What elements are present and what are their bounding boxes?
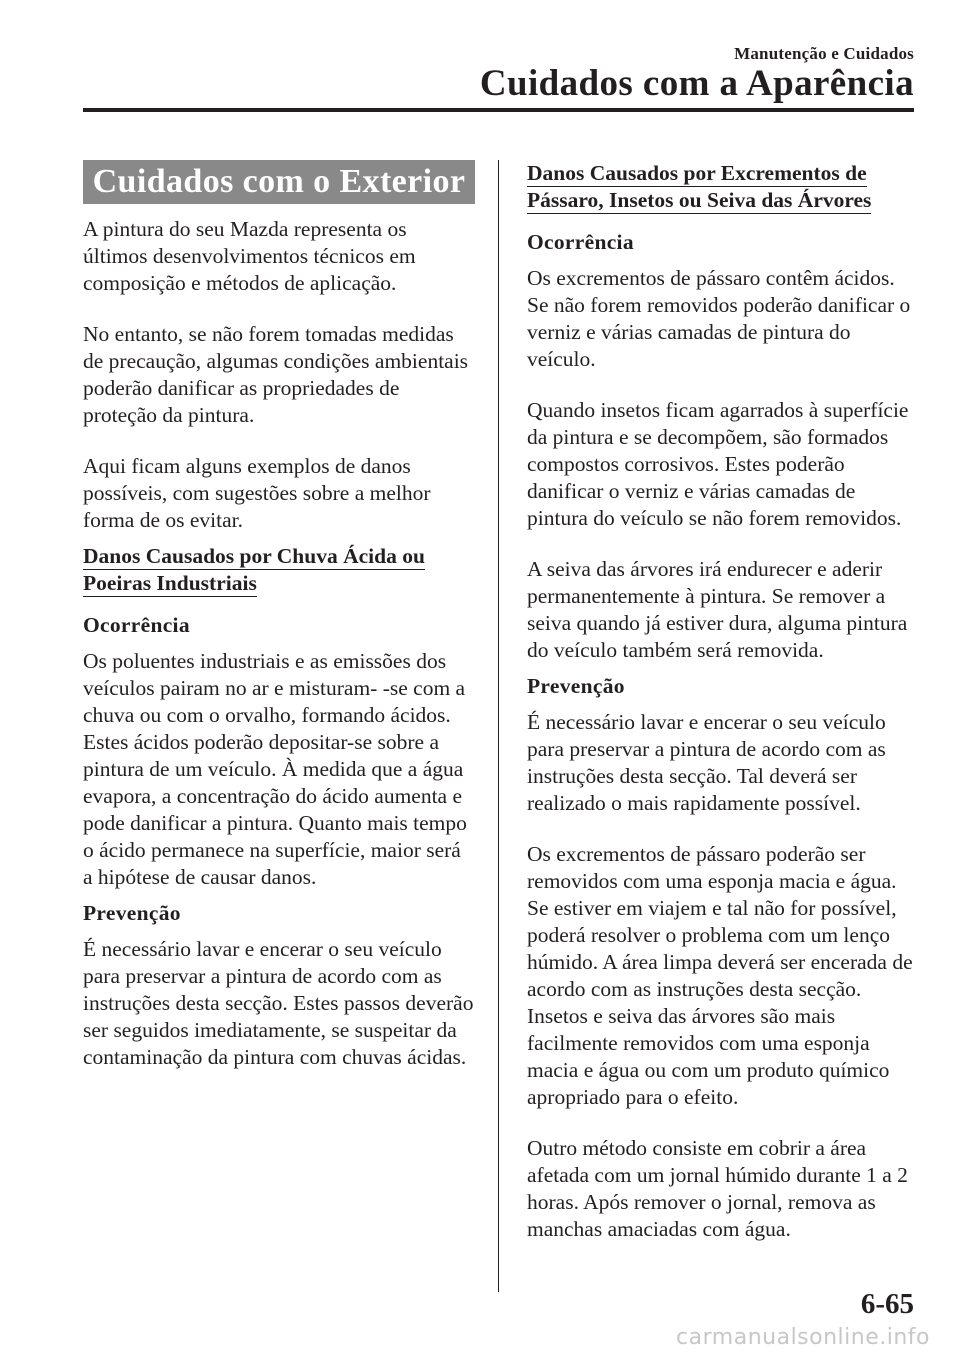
- acid-rain-heading-line-2: Poeiras Industriais: [83, 571, 257, 595]
- header-rule: [83, 108, 914, 112]
- acid-occurrence-label: Ocorrência: [83, 613, 190, 637]
- acid-prevention-label: Prevenção: [83, 901, 181, 925]
- acid-occurrence-text: Os poluentes industriais e as emissões dos veículos pairam no ar e misturam- -se com a chuva ou com o orvalho, formando ácidos. Estes ácidos poderão depositar-se sobre a pintura de um veículo. À medida que a água evapora, a concentração do ácido aumenta e pode danificar a pintura. Quanto mais tempo o ácido permanece na superfície, maior será a hipótese de causar danos.: [83, 649, 467, 889]
- bird-prevention-label: Prevenção: [527, 674, 625, 698]
- section-banner: Cuidados com o Exterior: [83, 160, 475, 204]
- left-column: [83, 160, 475, 1095]
- bird-prevention-paragraph-2: Os excrementos de pássaro poderão ser removidos com uma esponja macia e água. Se estiver em viajem e tal não for possível, poderá resolver o problema com um lenço húmido. A área limpa deverá ser encerada de acordo com as instruções desta secção. Insetos e seiva das árvores são mais facilmente removidos com uma esponja macia e água ou com um produto químico apropriado para o efeito.: [527, 842, 913, 1109]
- bird-occurrence-label: Ocorrência: [527, 230, 634, 254]
- bird-occurrence-paragraph-3: A seiva das árvores irá endurecer e aderir permanentemente à pintura. Se remover a seiva quando já estiver dura, alguma pintura do veículo também será removida.: [527, 557, 908, 662]
- intro-paragraph-3: Aqui ficam alguns exemplos de danos possíveis, com sugestões sobre a melhor forma de os evitar.: [83, 454, 431, 532]
- acid-rain-heading: [83, 543, 475, 597]
- intro-paragraph-1: A pintura do seu Mazda representa os últimos desenvolvimentos técnicos em composição e métodos de aplicação.: [83, 217, 416, 295]
- intro-paragraph-2: No entanto, se não forem tomadas medidas de precaução, algumas condições ambientais poderão danificar as propriedades de proteção da pintura.: [83, 322, 469, 427]
- page-number: 6-65: [860, 1288, 914, 1320]
- running-header-chapter: Manutenção e Cuidados: [734, 44, 914, 63]
- bird-damage-heading-line-2: Pássaro, Insetos ou Seiva das Árvores: [527, 188, 872, 212]
- column-divider: [498, 160, 499, 1292]
- bird-damage-heading-line-1: Danos Causados por Excrementos de: [527, 161, 867, 185]
- acid-prevention-text: É necessário lavar e encerar o seu veículo para preservar a pintura de acordo com as instruções desta secção. Estes passos deverão ser seguidos imediatamente, se suspeitar da contaminação da pintura com chuvas ácidas.: [83, 937, 474, 1069]
- bird-occurrence-paragraph-1: Os excrementos de pássaro contêm ácidos. Se não forem removidos poderão danificar o verniz e várias camadas de pintura do veículo.: [527, 266, 911, 371]
- acid-rain-heading-line-1: Danos Causados por Chuva Ácida ou: [83, 544, 425, 568]
- bird-damage-heading: [527, 160, 919, 214]
- bird-prevention-paragraph-3: Outro método consiste em cobrir a área afetada com um jornal húmido durante 1 a 2 horas. Após remover o jornal, remova as manchas amaciadas com água.: [527, 1136, 908, 1241]
- bird-prevention-paragraph-1: É necessário lavar e encerar o seu veículo para preservar a pintura de acordo com as instruções desta secção. Tal deverá ser realizado o mais rapidamente possível.: [527, 710, 886, 815]
- bird-occurrence-paragraph-2: Quando insetos ficam agarrados à superfície da pintura e se decompõem, são formados compostos corrosivos. Estes poderão danificar o verniz e várias camadas de pintura do veículo se não forem removidos.: [527, 398, 909, 530]
- right-column: [527, 160, 919, 1267]
- watermark: carmanualsonline.info: [676, 1325, 930, 1350]
- running-header-title: Cuidados com a Aparência: [479, 63, 914, 104]
